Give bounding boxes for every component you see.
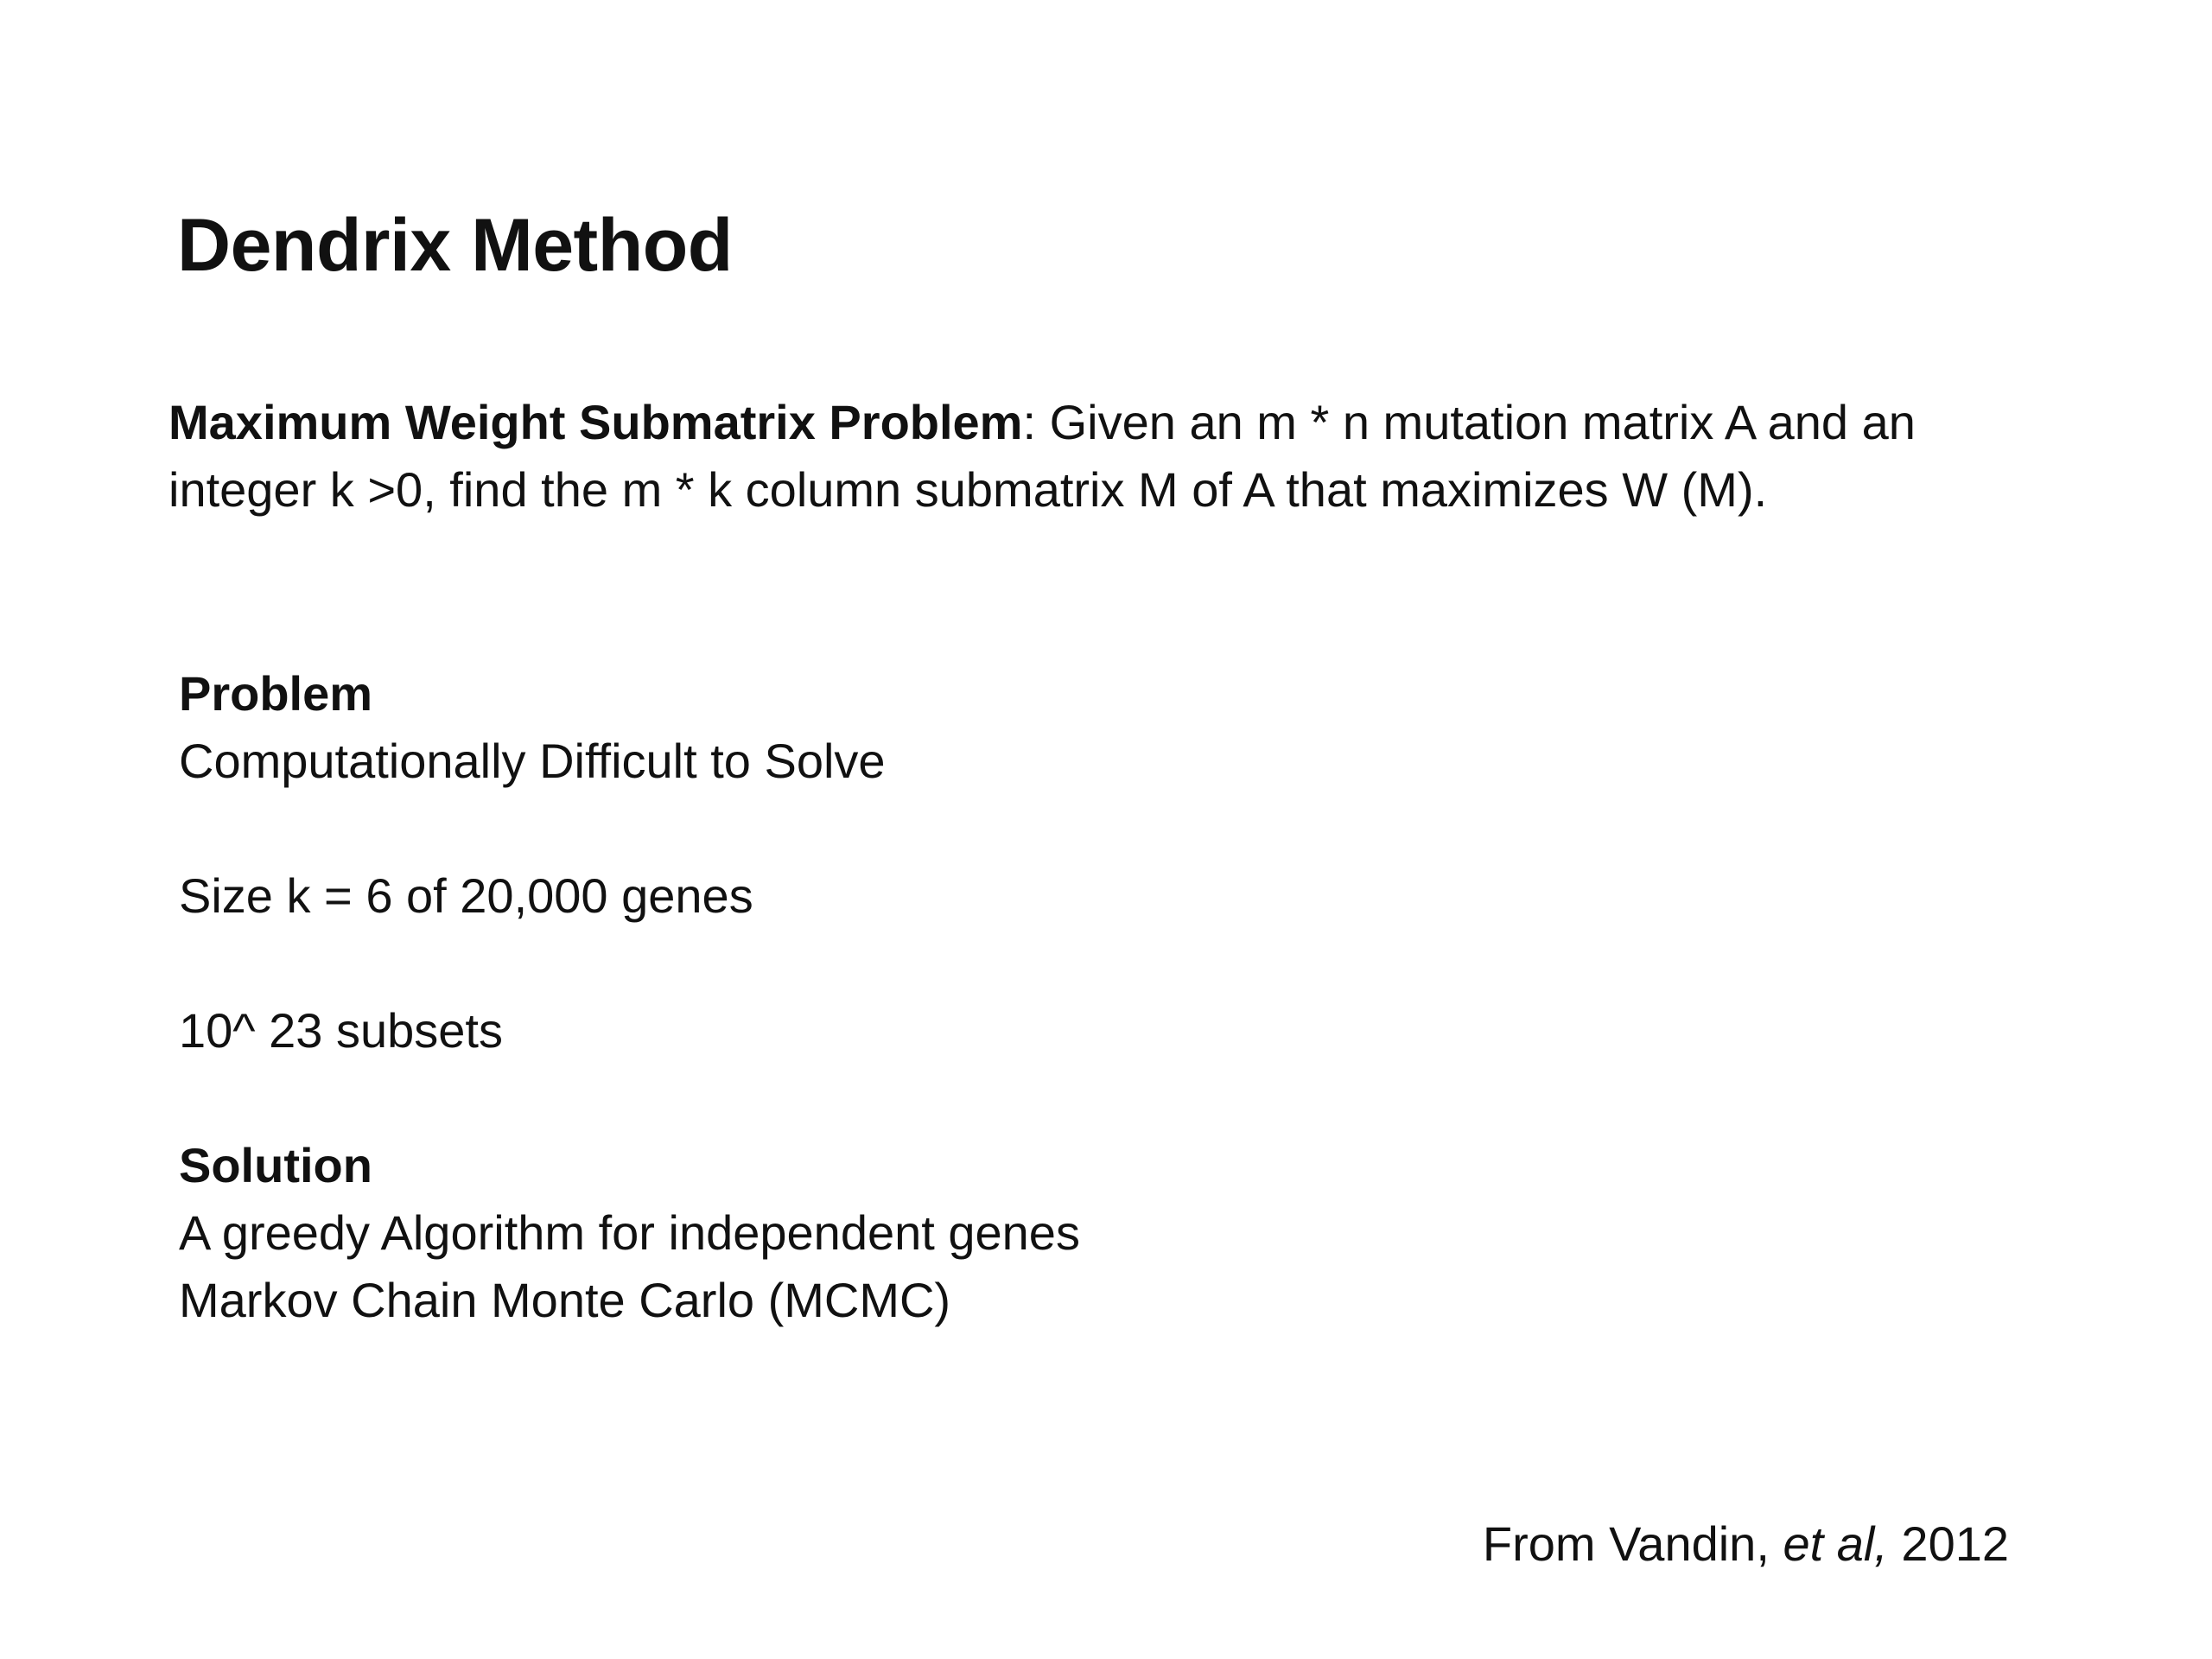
solution-section bbox=[179, 1132, 1080, 1334]
solution-heading: Solution bbox=[179, 1138, 372, 1192]
problem-line-difficulty: Computationally Difficult to Solve bbox=[179, 734, 886, 788]
problem-section bbox=[179, 660, 886, 1065]
citation bbox=[1483, 1510, 2009, 1578]
solution-line-greedy: A greedy Algorithm for independent genes bbox=[179, 1205, 1080, 1260]
problem-line-subsets: 10^ 23 subsets bbox=[179, 1003, 503, 1058]
problem-heading: Problem bbox=[179, 666, 373, 721]
slide-title: Dendrix Method bbox=[177, 204, 733, 287]
problem-line-size: Size k = 6 of 20,000 genes bbox=[179, 868, 753, 923]
citation-et-al: et al, bbox=[1783, 1516, 1888, 1571]
problem-definition bbox=[168, 389, 1940, 524]
citation-prefix: From Vandin, bbox=[1482, 1516, 1783, 1571]
solution-line-mcmc: Markov Chain Monte Carlo (MCMC) bbox=[179, 1273, 951, 1327]
definition-term: Maximum Weight Submatrix Problem bbox=[168, 395, 1023, 449]
definition-text: : Given an m * n mutation matrix A and an integer k >0, find the m * k column submatrix M of A that maximizes W (M). bbox=[168, 395, 1916, 517]
citation-year: 2012 bbox=[1887, 1516, 2009, 1571]
